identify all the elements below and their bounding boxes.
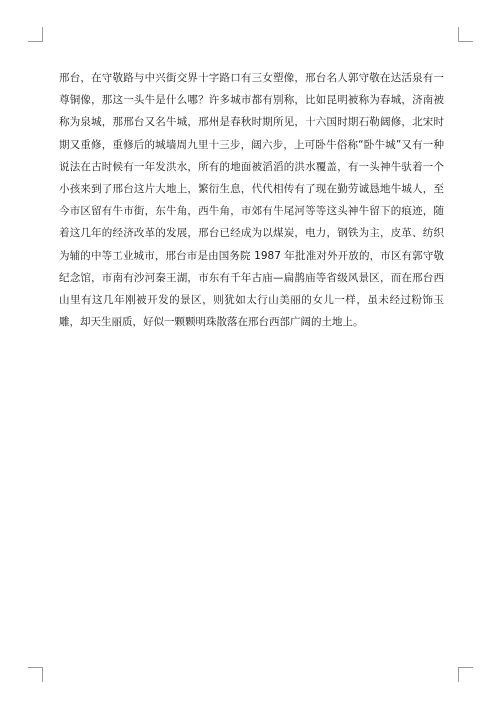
body-paragraph: 邢台，在守敬路与中兴街交界十字路口有三女塑像，邢台名人郭守敬在达活泉有一尊铜像，那这一头牛是什么哪？许多城市都有别称，比如昆明被称为春城，济南被称为泉城，那邢台又名牛城，邢州是春秋时期所见，十六国时期石勒阔修，北宋时期又重修，重修后的城墙周九里十三步，阔六步，上可卧牛俗称“卧牛城”又有一种说法在古时候有一年发洪水，所有的地面被滔滔的洪水覆盖，有一头神牛驮着一个小孩来到了邢台这片大地上，繁衍生息，代代相传有了现在勤劳诚恳地牛城人，至今市区留有牛市街，东牛角，西牛角，市郊有牛尾河等等这头神牛留下的痕迹，随着这几年的经济改革的发展，邢台已经成为以煤炭，电力，钢铁为主，皮革、纺织为辅的中等工业城市，邢台市是由国务院 1987 年批准对外开放的，市区有郭守敬纪念馆，市南有沙河秦王湖，市东有千年古庙—扁鹊庙等省级风景区，而在邢台西山里有这几年刚被开发的景区，则犹如太行山美丽的女儿一样，虽未经过粉饰玉雕，却天生丽质，好似一颗颗明珠散落在邢台西部广阔的土地上。	[59, 72, 444, 329]
crop-mark-bottom-left	[28, 667, 43, 682]
crop-mark-bottom-right	[458, 667, 473, 682]
crop-mark-top-right	[458, 27, 473, 42]
crop-mark-top-left	[28, 27, 43, 42]
